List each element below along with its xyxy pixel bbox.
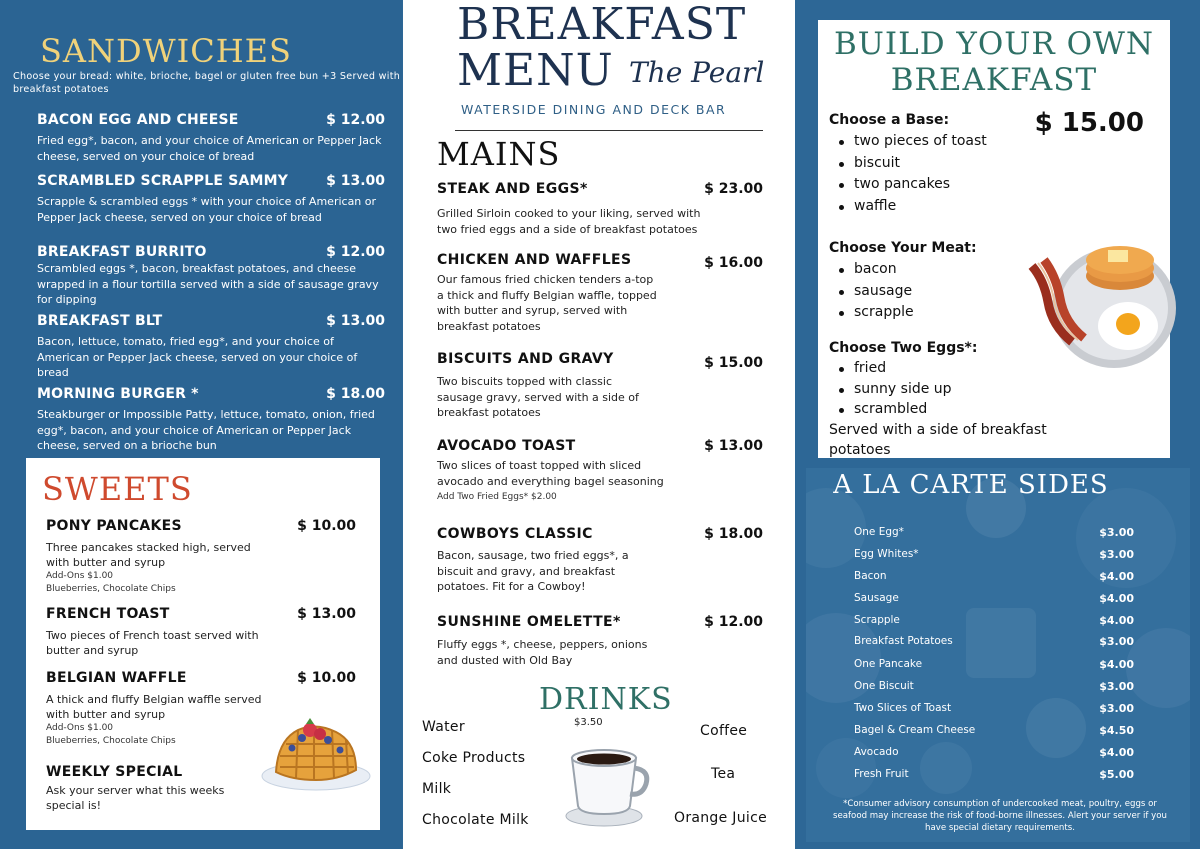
item-name: BISCUITS AND GRAVY xyxy=(437,351,614,367)
build-price: $ 15.00 xyxy=(1034,108,1144,138)
item-price: $ 18.00 xyxy=(704,526,763,542)
menu-item xyxy=(437,252,763,334)
item-name: SCRAMBLED SCRAPPLE SAMMY xyxy=(37,173,289,189)
item-name: CHICKEN AND WAFFLES xyxy=(437,252,632,268)
item-price: $ 13.00 xyxy=(704,438,763,454)
list-item: scrambled xyxy=(836,399,952,420)
item-name: AVOCADO TOAST xyxy=(437,438,576,454)
side-price: $4.00 xyxy=(1099,570,1134,583)
item-description: Steakburger or Impossible Patty, lettuce, tomato, onion, fried egg*, bacon, and your choice of American or Pepper Jack cheese, served on a brioche bun xyxy=(37,408,375,452)
drinks-price: $3.50 xyxy=(574,717,603,728)
side-price: $3.00 xyxy=(1099,680,1134,693)
side-item xyxy=(854,768,1134,780)
item-name: PONY PANCAKES xyxy=(46,518,182,534)
list-item: two pieces of toast xyxy=(836,131,987,153)
item-addon-list: Blueberries, Chocolate Chips xyxy=(46,584,176,594)
right-panel xyxy=(796,0,1200,849)
menu-item xyxy=(437,614,763,668)
item-description: Fluffy eggs *, cheese, peppers, onions and dusted with Old Bay xyxy=(437,638,648,667)
item-description: Two slices of toast topped with sliced avocado and everything bagel seasoning xyxy=(437,459,664,488)
meat-list xyxy=(836,259,914,324)
side-price: $5.00 xyxy=(1099,768,1134,781)
side-price: $3.00 xyxy=(1099,702,1134,715)
item-price: $ 10.00 xyxy=(297,518,356,534)
divider xyxy=(455,130,763,131)
item-name: BREAKFAST BURRITO xyxy=(37,244,207,260)
side-item xyxy=(854,592,1134,604)
side-name: Fresh Fruit xyxy=(854,768,909,780)
item-description: Grilled Sirloin cooked to your liking, served with two fried eggs and a side of breakfast potatoes xyxy=(437,207,701,236)
side-price: $4.50 xyxy=(1099,724,1134,737)
item-price: $ 23.00 xyxy=(704,181,763,197)
side-name: Breakfast Potatoes xyxy=(854,635,953,647)
item-description: Ask your server what this weeks special is! xyxy=(46,784,225,812)
waffle-illustration xyxy=(258,710,374,794)
side-price: $4.00 xyxy=(1099,614,1134,627)
side-name: Sausage xyxy=(854,592,899,604)
side-name: Bacon xyxy=(854,570,887,582)
item-price: $ 10.00 xyxy=(297,670,356,686)
brand-name: The Pearl xyxy=(629,56,765,89)
menu-item xyxy=(37,386,385,454)
item-name: SUNSHINE OMELETTE* xyxy=(437,614,621,630)
menu-item xyxy=(437,181,763,237)
menu-item xyxy=(437,526,763,595)
consumer-advisory: *Consumer advisory consumption of undercooked meat, poultry, eggs or seafood may increase the risk of food-borne illnesses. Alert your server if you have special dietary requirements. xyxy=(833,799,1167,833)
item-name: FRENCH TOAST xyxy=(46,606,170,622)
list-item: sausage xyxy=(836,281,914,303)
side-name: Egg Whites* xyxy=(854,548,919,560)
item-price: $ 13.00 xyxy=(297,606,356,622)
item-name: BACON EGG AND CHEESE xyxy=(37,112,239,128)
item-addon: Add Two Fried Eggs* $2.00 xyxy=(437,492,557,502)
item-description: Bacon, sausage, two fried eggs*, a biscuit and gravy, and breakfast potatoes. Fit for a Cowboy! xyxy=(437,549,629,593)
item-price: $ 18.00 xyxy=(326,386,385,402)
menu-item xyxy=(46,606,356,658)
build-your-own-section xyxy=(818,20,1170,458)
item-price: $ 15.00 xyxy=(704,355,763,371)
build-title xyxy=(818,26,1170,98)
list-item: biscuit xyxy=(836,153,987,175)
mains-title: MAINS xyxy=(437,135,561,173)
menu-item xyxy=(37,244,385,308)
item-description: Fried egg*, bacon, and your choice of American or Pepper Jack cheese, served on your choice of bread xyxy=(37,134,382,163)
drinks-title: DRINKS xyxy=(539,682,673,717)
item-name: WEEKLY SPECIAL xyxy=(46,764,183,780)
drink-item: Coffee xyxy=(700,723,748,739)
sides-title: A LA CARTE SIDES xyxy=(833,470,1109,500)
served-note: Served with a side of breakfast potatoes xyxy=(829,422,1047,458)
item-addon: Add-Ons $1.00 xyxy=(46,723,114,733)
bread-note: Choose your bread: white, brioche, bagel or gluten free bun +3 Served with breakfast potatoes xyxy=(13,71,401,95)
menu-title-line1: BREAKFAST xyxy=(457,0,747,50)
side-price: $4.00 xyxy=(1099,592,1134,605)
list-item: fried xyxy=(836,358,952,379)
item-description: Two pieces of French toast served with butter and syrup xyxy=(46,629,259,657)
item-description: Scrapple & scrambled eggs * with your choice of American or Pepper Jack cheese, served on your choice of bread xyxy=(37,195,377,224)
menu-item xyxy=(46,518,356,596)
list-item: bacon xyxy=(836,259,914,281)
eggs-heading: Choose Two Eggs*: xyxy=(829,340,978,356)
meat-heading: Choose Your Meat: xyxy=(829,240,977,256)
item-description: Our famous fried chicken tenders a-top a thick and fluffy Belgian waffle, topped with butter and syrup, served with breakfast potatoes xyxy=(437,273,657,333)
item-price: $ 13.00 xyxy=(326,313,385,329)
item-name: STEAK AND EGGS* xyxy=(437,181,588,197)
side-item xyxy=(854,635,1134,647)
side-name: Scrapple xyxy=(854,614,900,626)
item-price: $ 13.00 xyxy=(326,173,385,189)
build-title-line1: BUILD YOUR OWN xyxy=(833,26,1155,62)
middle-panel xyxy=(403,0,795,849)
item-addon-list: Blueberries, Chocolate Chips xyxy=(46,736,176,746)
drink-item: Coke Products xyxy=(422,750,526,766)
side-name: One Pancake xyxy=(854,658,923,670)
side-name: One Biscuit xyxy=(854,680,914,692)
side-name: One Egg* xyxy=(854,526,904,538)
list-item: scrapple xyxy=(836,302,914,324)
item-price: $ 12.00 xyxy=(704,614,763,630)
side-item xyxy=(854,570,1134,582)
breakfast-plate-illustration xyxy=(1024,230,1180,370)
drink-item: Chocolate Milk xyxy=(422,812,529,828)
side-name: Avocado xyxy=(854,746,899,758)
side-item xyxy=(854,526,1134,538)
list-item: waffle xyxy=(836,196,987,218)
item-name: BREAKFAST BLT xyxy=(37,313,163,329)
coffee-cup-icon xyxy=(558,740,654,832)
item-price: $ 12.00 xyxy=(326,244,385,260)
menu-item xyxy=(437,438,763,502)
menu-item xyxy=(437,351,763,421)
item-price: $ 12.00 xyxy=(326,112,385,128)
drink-item: Tea xyxy=(711,766,736,782)
item-description: Three pancakes stacked high, served with butter and syrup xyxy=(46,541,251,569)
side-price: $3.00 xyxy=(1099,548,1134,561)
item-name: COWBOYS CLASSIC xyxy=(437,526,593,542)
item-name: BELGIAN WAFFLE xyxy=(46,670,187,686)
item-description: A thick and fluffy Belgian waffle served with butter and syrup xyxy=(46,693,262,721)
side-item xyxy=(854,702,1134,714)
item-description: Scrambled eggs *, bacon, breakfast potatoes, and cheese wrapped in a flour tortilla served with a side of sausage gravy for dipping xyxy=(37,262,379,306)
side-name: Two Slices of Toast xyxy=(854,702,952,714)
menu-item xyxy=(37,173,385,225)
drink-item: Water xyxy=(422,719,465,735)
base-heading: Choose a Base: xyxy=(829,112,950,128)
side-price: $3.00 xyxy=(1099,635,1134,648)
side-price: $3.00 xyxy=(1099,526,1134,539)
list-item: sunny side up xyxy=(836,379,952,400)
item-description: Bacon, lettuce, tomato, fried egg*, and your choice of American or Pepper Jack cheese, served on your choice of bread xyxy=(37,335,358,379)
side-price: $4.00 xyxy=(1099,658,1134,671)
menu-item xyxy=(37,112,385,164)
side-item xyxy=(854,658,1134,670)
side-item xyxy=(854,746,1134,758)
eggs-list xyxy=(836,358,952,420)
left-panel xyxy=(0,0,402,849)
menu-item xyxy=(37,313,385,381)
sandwiches-title: SANDWICHES xyxy=(40,32,292,70)
drink-item: Orange Juice xyxy=(674,810,767,826)
item-description: Two biscuits topped with classic sausage gravy, served with a side of breakfast potatoes xyxy=(437,375,639,419)
sweets-section xyxy=(26,458,380,830)
side-item xyxy=(854,724,1134,736)
sweets-title: SWEETS xyxy=(42,470,193,508)
brand-subtitle: WATERSIDE DINING AND DECK BAR xyxy=(461,102,727,117)
item-addon: Add-Ons $1.00 xyxy=(46,571,114,581)
side-item xyxy=(854,548,1134,560)
build-title-line2: BREAKFAST xyxy=(890,62,1098,98)
side-price: $4.00 xyxy=(1099,746,1134,759)
item-name: MORNING BURGER * xyxy=(37,386,199,402)
side-item xyxy=(854,614,1134,626)
a-la-carte-sides-section xyxy=(806,468,1190,842)
drink-item: Milk xyxy=(422,781,452,797)
item-price: $ 16.00 xyxy=(704,255,763,271)
food-background-image xyxy=(806,468,1190,842)
list-item: two pancakes xyxy=(836,174,987,196)
menu-title-line2: MENU xyxy=(457,45,614,96)
side-item xyxy=(854,680,1134,692)
base-list xyxy=(836,131,987,217)
side-name: Bagel & Cream Cheese xyxy=(854,724,976,736)
